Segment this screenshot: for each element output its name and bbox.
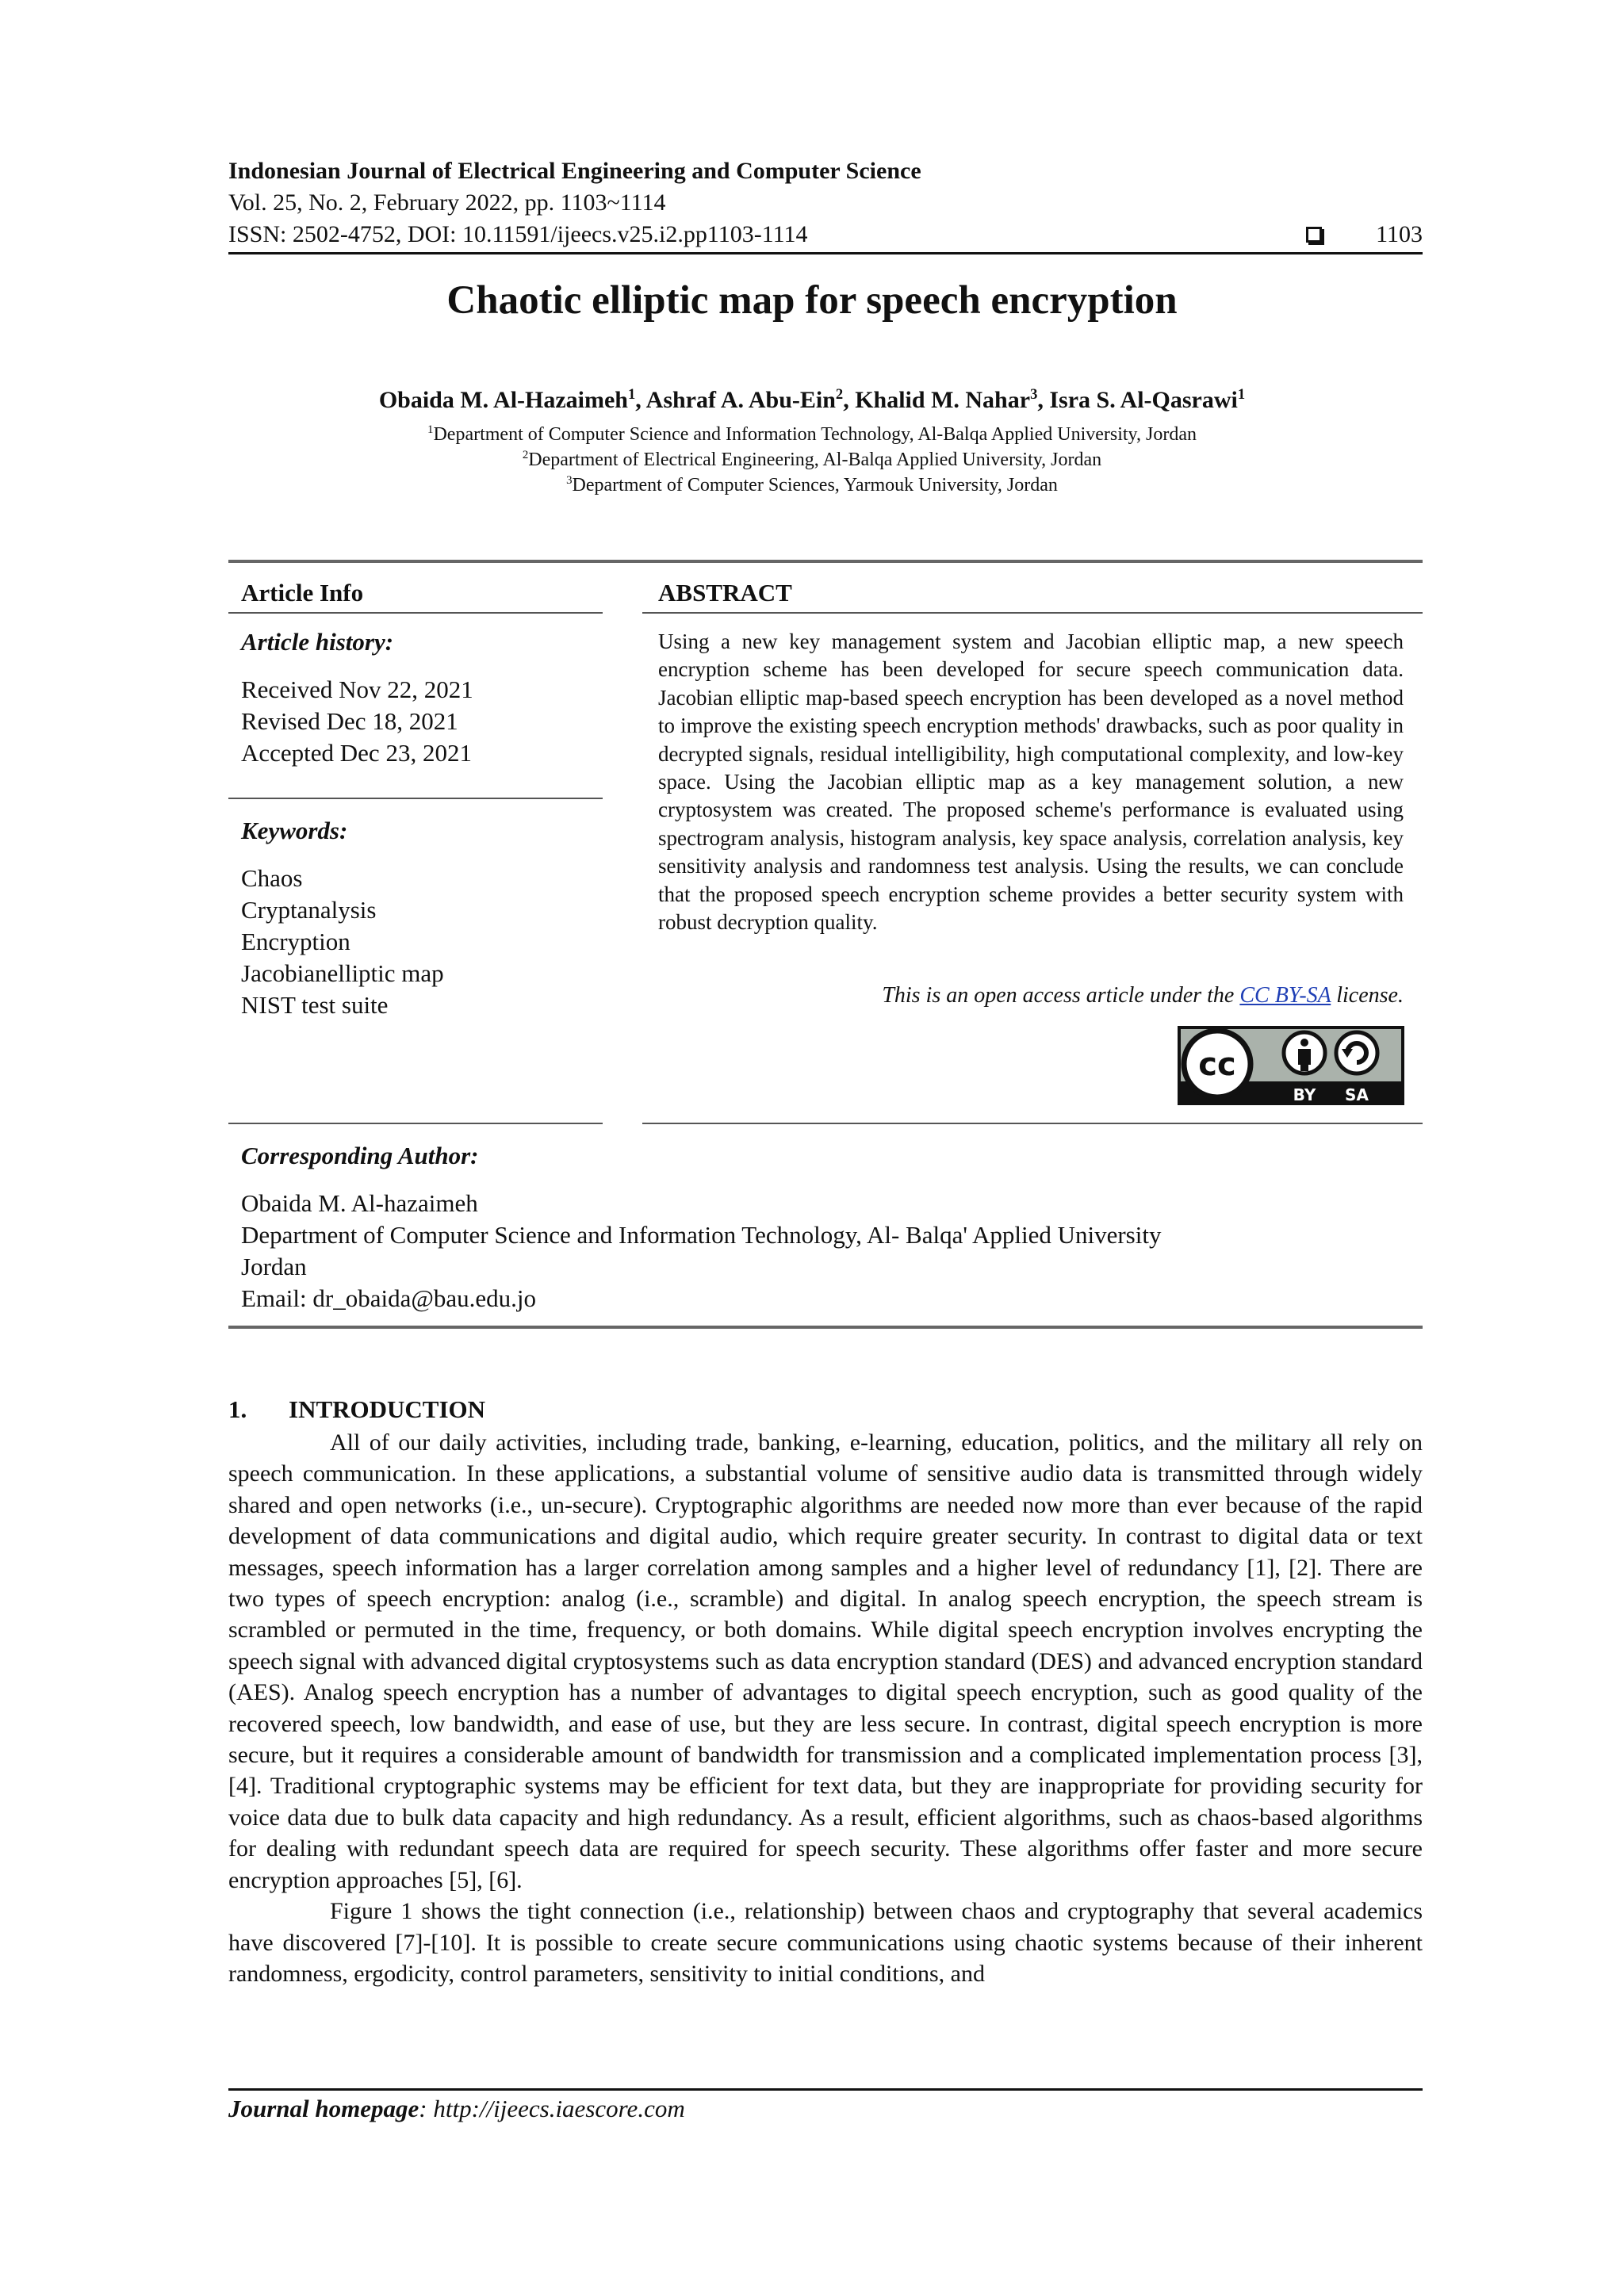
volume-line: Vol. 25, No. 2, February 2022, pp. 1103~1114 — [228, 189, 666, 216]
corresponding-author-details — [241, 1188, 1161, 1314]
info-block-top-rule — [228, 560, 1423, 563]
corresponding-country: Jordan — [241, 1253, 307, 1280]
cc-by-sa-link[interactable]: CC BY-SA — [1239, 983, 1331, 1008]
affiliation-sup: 1 — [427, 423, 434, 436]
license-prefix: This is an open access article under the — [882, 983, 1240, 1008]
affiliation — [0, 422, 1624, 447]
affiliation-sup: 2 — [522, 449, 529, 461]
corresponding-author-heading: Corresponding Author: — [241, 1142, 479, 1169]
corresponding-name: Obaida M. Al-hazaimeh — [241, 1189, 478, 1217]
keyword: Jacobianelliptic map — [241, 959, 444, 987]
abstract-bottom-rule — [642, 1123, 1423, 1124]
author-separator: , — [1037, 387, 1050, 413]
keyword: Cryptanalysis — [241, 896, 377, 924]
header-rule — [228, 252, 1423, 254]
by-badge-label: BY — [1293, 1085, 1316, 1104]
keyword: Encryption — [241, 928, 350, 955]
keyword: Chaos — [241, 864, 303, 892]
article-history-heading: Article history: — [241, 628, 394, 656]
info-bottom-rule — [228, 1123, 603, 1124]
affiliation — [0, 473, 1624, 498]
abstract-heading-rule — [642, 612, 1423, 614]
affiliation-list — [0, 422, 1624, 498]
affiliation-text: Department of Electrical Engineering, Al-Balqa Applied University, Jordan — [528, 450, 1102, 470]
affiliation-sup: 3 — [566, 474, 573, 487]
cc-by-sa-badge-icon[interactable] — [1178, 1026, 1404, 1105]
paragraph: All of our daily activities, including trade, banking, e-learning, education, politics, and the military all rely on speech communication. In these applications, a substantial volume of sensitive audio data is transmitted through widely shared and open networks (i.e., un-secure). Cryptographic algorithms are needed now more than ever because of the rapid development of data communications and digital audio, which require greater security. In contrast to digital data or text messages, speech information has a larger correlation among samples and a higher level of redundancy [1], [2]. There are two types of speech encryption: analog (i.e., scramble) and digital. In analog speech encryption, the speech stream is scrambled or permuted in the time, frequency, or both domains. While digital speech encryption involves encrypting the speech signal with advanced digital cryptosystems such as data encryption standard (DES) and advanced encryption standard (AES). Analog speech encryption has a number of advantages to digital speech encryption, such as good quality of the recovered speech, low bandwidth, and ease of use, but they are less secure. In contrast, digital speech encryption is more secure, but it requires a considerable amount of bandwidth for transmission and a complicated implementation process [3], [4]. Traditional cryptographic systems may be efficient for text data, but they are inappropriate for providing security for voice data due to bulk data capacity and high redundancy. As a result, efficient algorithms, such as chaos-based algorithms for dealing with redundant speech data are required for speech security. These algorithms offer faster and more secure encryption approaches [5], [6]. — [228, 1429, 1423, 1893]
section-number: 1. — [228, 1395, 247, 1423]
article-info-heading: Article Info — [241, 579, 364, 607]
author-name: Ashraf A. Abu-Ein — [645, 387, 836, 413]
abstract-heading: ABSTRACT — [658, 579, 792, 607]
keyword: NIST test suite — [241, 991, 389, 1019]
page-number: 1103 — [1376, 221, 1423, 247]
author-affil-sup: 2 — [835, 386, 844, 403]
author-name: Isra S. Al-Qasrawi — [1049, 387, 1238, 413]
affiliation-text: Department of Computer Sciences, Yarmouk University, Jordan — [572, 475, 1058, 496]
author-name: Khalid M. Nahar — [855, 387, 1031, 413]
author-name: Obaida M. Al-Hazaimeh — [378, 387, 628, 413]
journal-name: Indonesian Journal of Electrical Engineering and Computer Science — [228, 158, 921, 184]
author-affil-sup: 3 — [1030, 386, 1038, 403]
sa-badge-label: SA — [1345, 1085, 1369, 1104]
footer-url[interactable]: : http://ijeecs.iaescore.com — [419, 2095, 685, 2122]
author-affil-sup: 1 — [1237, 386, 1246, 403]
journal-header — [228, 155, 1423, 251]
info-block-bottom-rule — [228, 1326, 1423, 1329]
abstract-text: Using a new key management system and Jacobian elliptic map, a new speech encryption scheme has been developed for secure speech communication data. Jacobian elliptic map-based speech encryption has been developed as a novel method to improve the existing speech encryption methods' drawbacks, such as poor quality in decrypted signals, residual intelligibility, high computational complexity, and low-key space. Using the Jacobian elliptic map as a key management solution, a new cryptosystem was created. The proposed scheme's performance is evaluated using spectrogram analysis, histogram analysis, key space analysis, correlation analysis, key sensitivity analysis and randomness test analysis. Using the results, we can conclude that the proposed speech encryption scheme provides a better security system with robust decryption quality. — [658, 629, 1404, 935]
history-item: Revised Dec 18, 2021 — [241, 707, 458, 735]
footer-rule — [228, 2088, 1423, 2091]
paper-title: Chaotic elliptic map for speech encryption — [446, 278, 1178, 323]
license-statement — [658, 983, 1404, 1008]
footer-label: Journal homepage — [228, 2095, 419, 2122]
author-list — [0, 387, 1624, 414]
square-bullet-icon — [1306, 227, 1322, 243]
history-keywords-rule — [228, 798, 603, 799]
journal-homepage-footer — [228, 2095, 685, 2123]
affiliation — [0, 447, 1624, 473]
corresponding-department: Department of Computer Science and Information Technology, Al- Balqa' Applied University — [241, 1221, 1162, 1249]
history-item: Received Nov 22, 2021 — [241, 675, 473, 703]
author-separator: , — [635, 387, 646, 413]
cc-badge-label: cc — [1198, 1047, 1236, 1083]
author-affil-sup: 1 — [628, 386, 636, 403]
article-history-list — [241, 674, 473, 769]
author-separator: , — [843, 387, 856, 413]
keywords-heading: Keywords: — [241, 817, 348, 844]
paragraph: Figure 1 shows the tight connection (i.e., relationship) between chaos and cryptography that several academics have discovered [7]-[10]. It is possible to create secure communications using chaotic systems because of their inherent randomness, ergodicity, control parameters, sensitivity to initial conditions, and — [228, 1898, 1423, 1987]
info-heading-rule — [228, 612, 603, 614]
introduction-body — [228, 1427, 1423, 1989]
section-title: INTRODUCTION — [289, 1395, 486, 1423]
keywords-list — [241, 863, 444, 1021]
affiliation-text: Department of Computer Science and Information Technology, Al-Balqa Applied University, Jordan — [433, 424, 1197, 445]
license-suffix: license. — [1331, 983, 1404, 1008]
section-heading-introduction — [228, 1395, 485, 1424]
history-item: Accepted Dec 23, 2021 — [241, 739, 472, 767]
issn-doi-line: ISSN: 2502-4752, DOI: 10.11591/ijeecs.v25.i2.pp1103-1114 — [228, 221, 808, 247]
corresponding-email[interactable]: Email: dr_obaida@bau.edu.jo — [241, 1284, 537, 1312]
